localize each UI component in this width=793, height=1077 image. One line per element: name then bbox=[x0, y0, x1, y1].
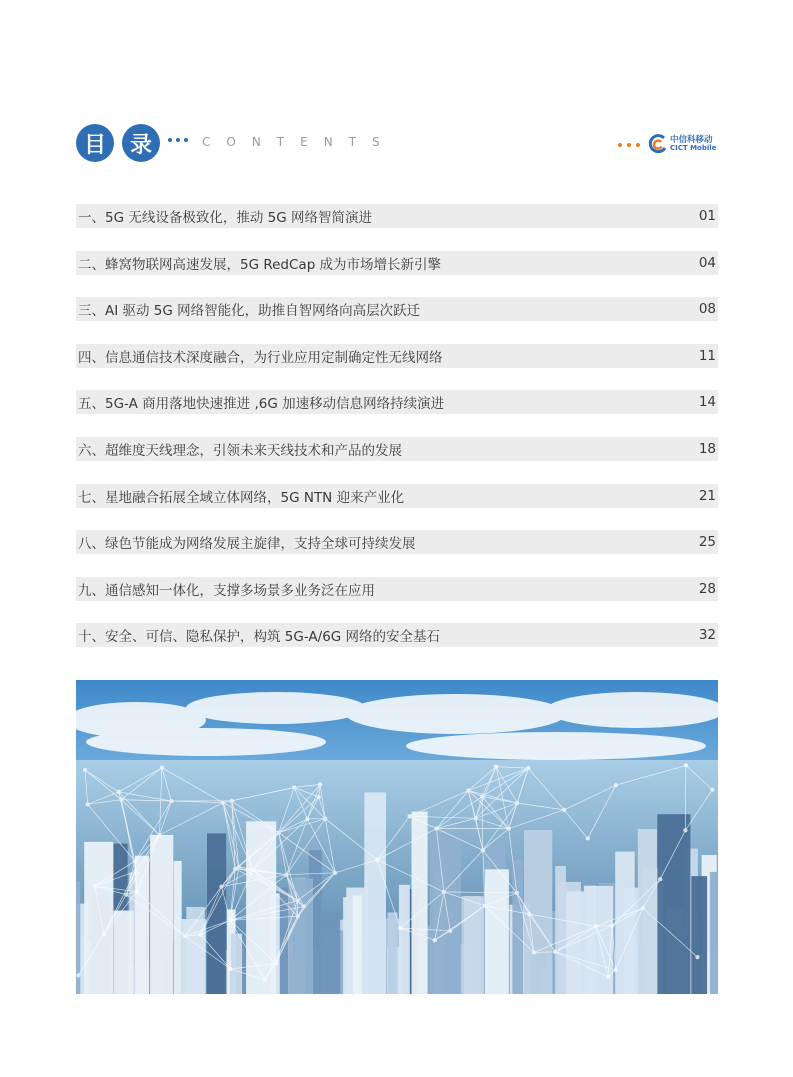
toc-header bbox=[76, 124, 718, 166]
toc-row[interactable] bbox=[76, 251, 718, 275]
logo-text-en: CICT Mobile bbox=[670, 144, 717, 152]
toc-page: 01 bbox=[698, 208, 716, 224]
toc-title: 三、AI 驱动 5G 网络智能化，助推自智网络向高层次跃迁 bbox=[78, 303, 421, 320]
toc-page: 08 bbox=[698, 301, 716, 318]
toc-row[interactable] bbox=[76, 204, 718, 228]
toc-page: 21 bbox=[698, 487, 716, 504]
toc-title: 二、蜂窝物联网高速发展，5G RedCap 成为市场增长新引擎 bbox=[78, 256, 442, 273]
toc-title: 四、信息通信技术深度融合，为行业应用定制确定性无线网络 bbox=[78, 349, 443, 366]
toc-page: 25 bbox=[698, 534, 716, 551]
city-skyline-illustration bbox=[76, 680, 718, 994]
cict-logo-icon bbox=[648, 134, 668, 154]
toc-row[interactable] bbox=[76, 390, 718, 414]
toc-row[interactable] bbox=[76, 484, 718, 508]
orange-dots-decoration bbox=[618, 143, 640, 147]
toc-title: 十、安全、可信、隐私保护，构筑 5G-A/6G 网络的安全基石 bbox=[78, 629, 441, 646]
logo-text-cn: 中信科移动 bbox=[670, 135, 713, 145]
toc-title: 八、绿色节能成为网络发展主旋律，支持全球可持续发展 bbox=[78, 536, 416, 553]
toc-title: 五、5G-A 商用落地快速推进 ,6G 加速移动信息网络持续演进 bbox=[78, 396, 445, 413]
toc-title: 一、5G 无线设备极致化，推动 5G 网络智简演进 bbox=[78, 210, 372, 226]
title-char-circle-2: 录 bbox=[122, 124, 160, 162]
toc-row[interactable] bbox=[76, 577, 718, 601]
toc-page: 32 bbox=[698, 627, 716, 644]
toc-title: 六、超维度天线理念，引领未来天线技术和产品的发展 bbox=[78, 442, 402, 459]
toc-row[interactable] bbox=[76, 344, 718, 368]
toc-page: 11 bbox=[698, 347, 716, 364]
company-logo bbox=[618, 134, 718, 156]
toc-page: 14 bbox=[698, 394, 716, 411]
toc-title: 七、星地融合拓展全域立体网络，5G NTN 迎来产业化 bbox=[78, 489, 405, 506]
toc-row[interactable] bbox=[76, 297, 718, 321]
contents-label: CONTENTS bbox=[202, 135, 396, 149]
blue-dots-decoration bbox=[168, 138, 188, 142]
toc-row[interactable] bbox=[76, 530, 718, 554]
toc-row[interactable] bbox=[76, 623, 718, 647]
table-of-contents bbox=[76, 204, 718, 670]
title-char-circle-1: 目 bbox=[76, 124, 114, 162]
toc-title: 九、通信感知一体化，支撑多场景多业务泛在应用 bbox=[78, 582, 375, 599]
toc-page: 28 bbox=[698, 580, 716, 597]
toc-row[interactable] bbox=[76, 437, 718, 461]
toc-page: 18 bbox=[698, 440, 716, 457]
toc-page: 04 bbox=[698, 254, 716, 271]
city-network-photo bbox=[76, 680, 718, 994]
